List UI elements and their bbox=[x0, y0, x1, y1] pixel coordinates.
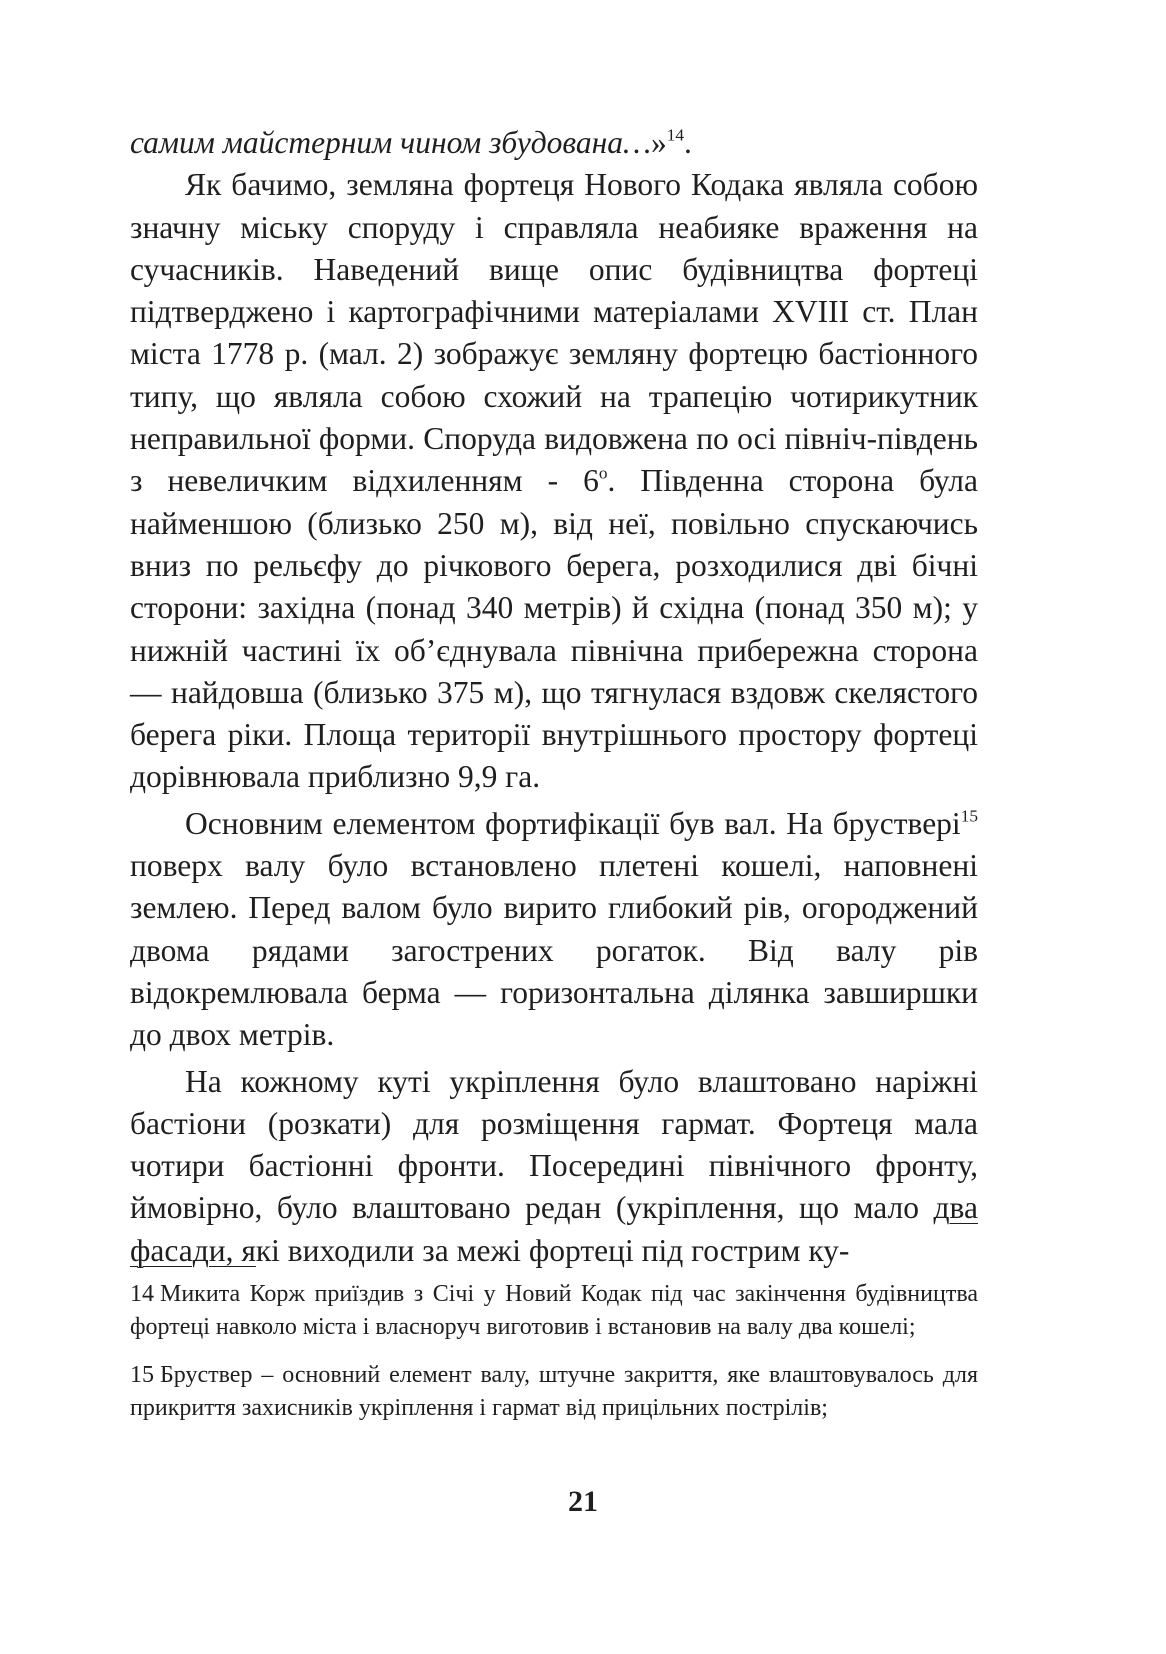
paragraph-quote-end bbox=[130, 122, 978, 164]
footnote-number: 14 bbox=[130, 1281, 154, 1308]
page-number: 21 bbox=[568, 1485, 598, 1518]
paragraph-text: На кожному куті укріплення було влаштовано наріжні бастіони (розкати) для розміщення гармат. Фортеця мала чотири бастіонні фронти. Посередині північного фронту, ймовірно, було влаштовано редан (укріплення, що мало bbox=[130, 1063, 978, 1226]
page-content bbox=[130, 122, 978, 1424]
quote-close-mark: » bbox=[650, 125, 667, 160]
footnote-ref-15[interactable]: 15 bbox=[960, 806, 978, 826]
quote-italic-text: самим майстерним чином збудована… bbox=[130, 125, 651, 160]
paragraph-text: Основним елементом фортифікації був вал. На бруствері bbox=[185, 805, 961, 841]
footnote-15 bbox=[130, 1359, 978, 1424]
paragraph-text: . Південна сторона була найменшою (близько 250 м), від неї, повільно спускаючись вниз по рельєфу до річкового берега, розходилися дві бічні сторони: західна (понад 340 метрів) й східна (понад 350 м); у нижній частині їх об’єднувала північна прибережна сторона — найдовша (близько 375 м), що тягнулася вздовж скелястого берега ріки. Площа території внутрішнього простору фортеці дорівнювала приблизно 9,9 га. bbox=[130, 463, 979, 795]
paragraph-text: кі виходили за межі фортеці під гострим ку- bbox=[255, 1232, 850, 1268]
footnote-text: Бруствер – основний елемент валу, штучне закриття, яке влаштовувалось для прикриття захисників укріплення і гармат від прицільних пострілів; bbox=[130, 1362, 978, 1421]
paragraph-bastions bbox=[130, 1061, 978, 1272]
footnote-14 bbox=[130, 1278, 978, 1343]
degree-mark: о bbox=[598, 463, 608, 483]
main-text bbox=[130, 122, 978, 1272]
underlined-text: два фасади, я bbox=[130, 1190, 978, 1268]
paragraph-text: Як бачимо, земляна фортеця Нового Кодака являла собою значну міську споруду і справляла неабияке враження на сучасників. Наведений вище опис будівництва фортеці підтверджено і картографічними матеріалами XVIII ст. План міста 1778 р. (мал. 2) зображує земляну фортецю бастіонного типу, що являла собою схожий на трапецію чотирикутник неправильної форми. Споруда видовжена по осі північ-південь з невеличким відхиленням - 6 bbox=[130, 167, 978, 499]
footnote-ref-14[interactable]: 14 bbox=[666, 125, 685, 145]
paragraph-fortress-description bbox=[130, 164, 978, 798]
footnotes bbox=[130, 1278, 978, 1424]
paragraph-text: поверх валу було встановлено плетені кошелі, наповнені землею. Перед валом було вирито глибокий рів, огороджений двома рядами загострених рогаток. Від валу рів відокремлювала берма — горизонтальна ділянка завширшки до двох метрів. bbox=[130, 848, 978, 1053]
footnote-number: 15 bbox=[130, 1362, 154, 1389]
quote-period: . bbox=[684, 125, 692, 160]
footnote-text: Микита Корж приїздив з Січі у Новий Кодак під час закінчення будівництва фортеці навколо міста і власноруч виготовив і встановив на валу два кошелі; bbox=[130, 1281, 978, 1340]
paragraph-fortification bbox=[130, 803, 978, 1057]
